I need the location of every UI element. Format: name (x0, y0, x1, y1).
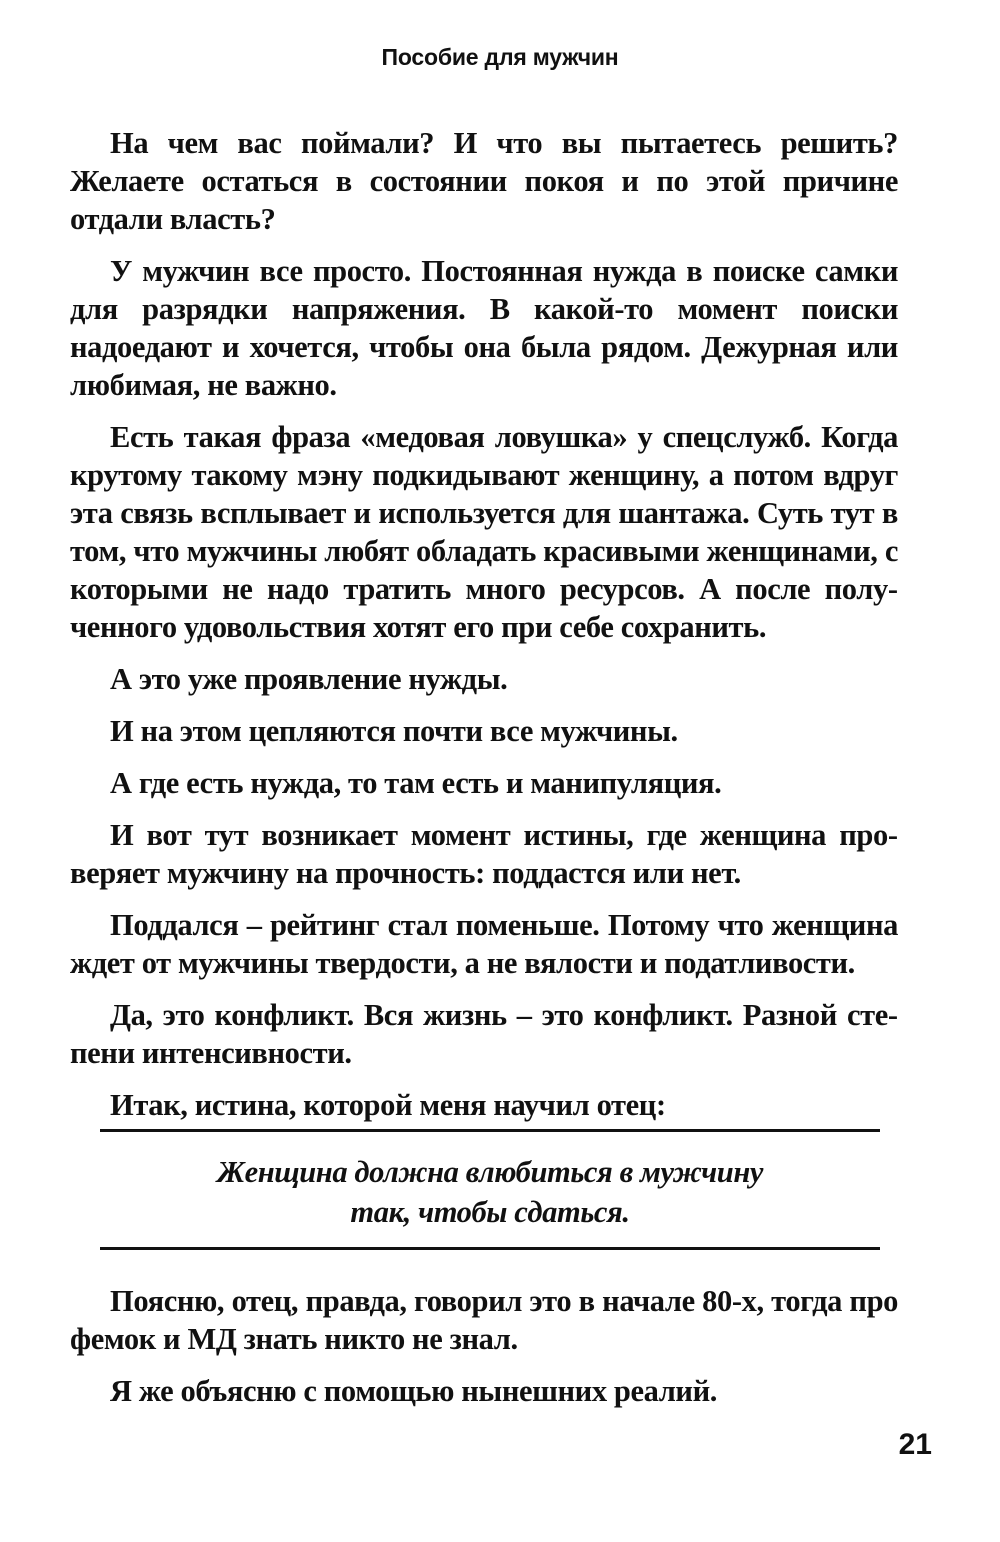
paragraph-11: Поясню, отец, правда, говорил это в начале 80-х, тогда про фемок и МД знать никто не знал. (70, 1284, 898, 1356)
running-head: Пособие для мужчин (381, 44, 619, 70)
paragraph-10: Итак, истина, которой меня научил отец: (110, 1088, 666, 1122)
paragraph-1: На чем вас поймали? И что вы пытаетесь решить? Желаете остаться в состоянии покоя и по этой причине отдали власть? (70, 126, 898, 236)
highlighted-quote (100, 1152, 880, 1232)
paragraph-2: У мужчин все просто. Постоянная нужда в поиске самки для разрядки напряжения. В какой-то момент поиски надоедают и хочется, чтобы она была рядом. Дежурная или любимая, не важно. (70, 254, 898, 402)
quote-rule-top (100, 1129, 880, 1132)
paragraph-5: И на этом цепляются почти все мужчины. (110, 714, 678, 748)
page-number: 21 (898, 1428, 932, 1461)
main-text (70, 124, 898, 1138)
quote-rule-bottom (100, 1247, 880, 1250)
paragraph-6: А где есть нужда, то там есть и манипуляция. (110, 766, 722, 800)
quote-line-2: так, чтобы сдаться. (350, 1195, 630, 1229)
paragraph-12: Я же объясню с помощью нынешних реалий. (110, 1374, 717, 1408)
paragraph-3: Есть такая фраза «медовая ловушка» у спецслужб. Когда крутому такому мэну подкидывают женщину, а потом вдруг эта связь всплывает и используется для шантажа. Суть тут в том, что мужчины любят обладать красивыми женщинами, с которыми не надо тратить много ресурсов. А после полученного удовольствия хотят его при себе сохранить. (70, 420, 898, 644)
paragraph-9: Да, это конфликт. Вся жизнь – это конфликт. Разной степени интенсивности. (70, 998, 898, 1070)
paragraph-7: И вот тут возникает момент истины, где женщина проверяет мужчину на прочность: поддастся или нет. (70, 818, 898, 890)
paragraph-4: А это уже проявление нужды. (110, 662, 508, 696)
paragraph-8: Поддался – рейтинг стал поменьше. Потому что женщина ждет от мужчины твердости, а не вялости и податливости. (70, 908, 898, 980)
main-text-continued (70, 1282, 898, 1424)
quote-line-1: Женщина должна влюбиться в мужчину (216, 1155, 764, 1189)
